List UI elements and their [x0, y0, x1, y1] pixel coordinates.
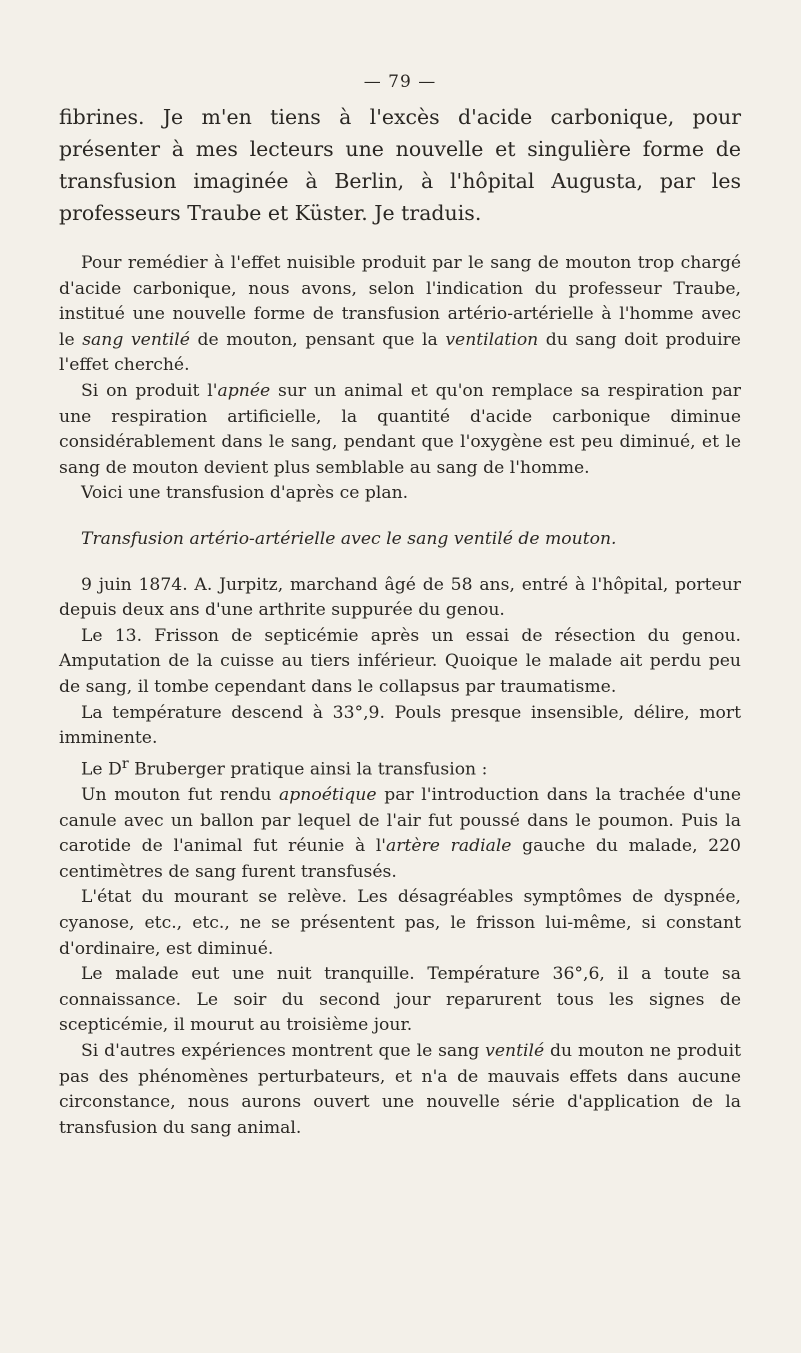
- paragraph-7-superscript: r: [121, 755, 129, 772]
- paragraph-1-part-c: du sang doit produire l'effet cherché.: [59, 329, 741, 376]
- intro-paragraph: fibrines. Je m'en tiens à l'excès d'acide carbonique, pour présenter à mes lecteurs une nouvelle et singulière forme de transfusion imaginée à Berlin, à l'hôpital Augusta, par les professeurs Traube et Küster. Je traduis.: [59, 105, 741, 225]
- quoted-text: [59, 251, 741, 1141]
- term-sang-ventile: sang ventilé: [82, 329, 190, 350]
- paragraph-8: [59, 783, 741, 885]
- intro-text: [59, 101, 741, 229]
- paragraph-5: Le 13. Frisson de septicémie après un essai de résection du genou. Amputation de la cuisse au tiers inférieur. Quoique le malade ait perdu peu de sang, il tombe cependant dans le collapsus par traumatisme.: [59, 625, 741, 697]
- term-apnee: apnée: [217, 380, 271, 401]
- paragraph-7-part-a: Le D: [81, 759, 122, 780]
- paragraph-11: [59, 1039, 741, 1141]
- paragraph-11-part-a: Si d'autres expériences montrent que le sang: [81, 1040, 486, 1061]
- paragraph-11-part-b: du mouton ne produit pas des phénomènes perturbateurs, et n'a de mauvais effets dans aucune circonstance, nous aurons ouvert une nouvelle série d'application de la transfusion du sang animal.: [59, 1040, 742, 1138]
- paragraph-10: Le malade eut une nuit tranquille. Température 36°,6, il a toute sa connaissance. Le soir du second jour reparurent tous les signes de scepticémie, il mourut au troisième jour.: [59, 964, 741, 1036]
- paragraph-4: 9 juin 1874. A. Jurpitz, marchand âgé de 58 ans, entré à l'hôpital, porteur depuis deux ans d'une arthrite suppurée du genou.: [59, 574, 741, 621]
- paragraph-8-part-b: par l'introduction dans la trachée d'une canule avec un ballon par lequel de l'air fut poussé dans le poumon. Puis la carotide de l'animal fut réunie à l': [59, 785, 741, 857]
- paragraph-1-part-b: de mouton, pensant que la: [189, 329, 446, 350]
- paragraph-1: [59, 251, 741, 379]
- paragraph-7-part-b: Bruberger pratique ainsi la transfusion :: [128, 759, 488, 780]
- paragraph-1-part-a: Pour remédier à l'effet nuisible produit par le sang de mouton trop chargé d'acide carbonique, nous avons, selon l'indication du professeur Traube, institué une nouvelle forme de transfusion artério-artérielle à l'homme avec le: [59, 253, 741, 350]
- paragraph-2-part-b: sur un animal et qu'on remplace sa respiration par une respiration artificielle, la quantité d'acide carbonique diminue considérablement dans le sang, pendant que l'oxygène est peu diminué, et le sang de mouton devient plus semblable au sang de l'homme.: [59, 380, 741, 478]
- term-ventilation: ventilation: [445, 329, 539, 350]
- term-apnoetique: apnoétique: [279, 785, 377, 806]
- paragraph-6: La température descend à 33°,9. Pouls presque insensible, délire, mort imminente.: [59, 702, 741, 749]
- paragraph-2-part-a: Si on produit l': [81, 380, 218, 401]
- paragraph-8-part-c: gauche du malade, 220 centimètres de sang furent transfusés.: [59, 836, 741, 882]
- paragraph-7: [59, 752, 741, 783]
- page-number: — 79 —: [363, 72, 437, 92]
- term-artere-radiale: artère radiale: [386, 836, 512, 857]
- paragraph-9: L'état du mourant se relève. Les désagréables symptômes de dyspnée, cyanose, etc., etc., ne se présentent pas, le frisson lui-même, si constant d'ordinaire, est diminué.: [59, 887, 741, 959]
- paragraph-3: Voici une transfusion d'après ce plan.: [81, 483, 409, 504]
- paragraph-2: [59, 379, 741, 481]
- paragraph-8-part-a: Un mouton fut rendu: [81, 785, 280, 806]
- term-ventile: ventilé: [485, 1040, 545, 1061]
- section-title: Transfusion artério-artérielle avec le sang ventilé de mouton.: [81, 528, 617, 549]
